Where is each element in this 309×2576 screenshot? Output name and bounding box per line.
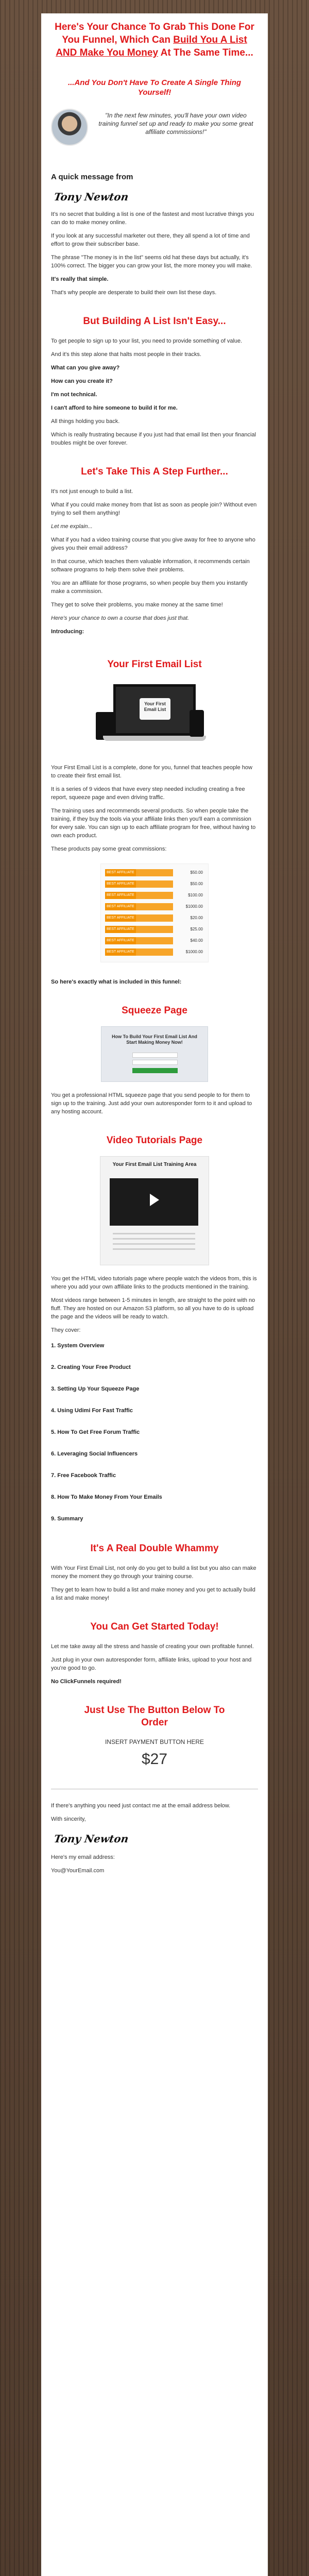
price: $27 <box>141 1751 168 1768</box>
commission-row <box>105 880 204 888</box>
video-para-2: Most videos range between 1-5 minutes in length, are straight to the point with no fluff. They are hosted on our Amazon S3 platform, so all you have to do is upload the page and the videos will be ready to watch. <box>51 1297 255 1320</box>
squeeze-image-title: How To Build Your First Email List And Start Making Money Now! <box>112 1034 197 1045</box>
video-image-title: Your First Email List Training Area <box>112 1162 197 1167</box>
video-player-mock <box>110 1178 198 1226</box>
commission-row <box>105 869 204 876</box>
further-para-6: You are an affiliate for those programs, so when people buy them you instantly make a commission. <box>51 580 248 595</box>
section-heading-video: Video Tutorials Page <box>106 1135 203 1146</box>
footer-sincerely: With sincerity, <box>51 1816 86 1822</box>
author-avatar <box>51 109 88 146</box>
whammy-para-2: They get to learn how to build a list and make money and you get to actually build a list and make money! <box>51 1587 255 1601</box>
video-topic: 5. How To Get Free Forum Traffic <box>51 1429 140 1435</box>
commission-row <box>105 892 204 899</box>
further-para-8: Here's your chance to own a course that does just that. <box>51 615 190 621</box>
easy-para-3: What can you give away? <box>51 365 120 371</box>
easy-para-8: Which is really frustrating because if you just had that email list then your financial troubles might be over forever. <box>51 432 256 446</box>
commission-row <box>105 948 204 956</box>
commission-row <box>105 926 204 933</box>
further-para-7: They get to solve their problems, you make money at the same time! <box>51 602 223 608</box>
further-para-2: What if you could make money from that list as soon as people join? Without even trying to sell them anything! <box>51 502 257 516</box>
quick-para-5: That's why people are desperate to build their own list these days. <box>51 290 217 296</box>
commission-row <box>105 937 204 944</box>
footer-contact: If there's anything you need just contact me at the email address below. <box>51 1803 231 1809</box>
video-topic-list <box>51 1343 258 1522</box>
further-para-5: In that course, which teaches them valuable information, it recommends certain software programs to help them solve their problems. <box>51 558 250 573</box>
text-line-mock <box>113 1243 195 1245</box>
commission-amount: $1000.00 <box>185 904 203 909</box>
section-heading-squeeze: Squeeze Page <box>122 1005 187 1016</box>
quick-para-3: The phrase "The money is in the list" seems old hat these days but actually, it's 100% correct. The bigger you can grow your list, the more money you will make. <box>51 255 252 269</box>
squeeze-button-mock <box>132 1068 178 1073</box>
footer-signature: Tony Newton <box>53 1833 130 1845</box>
video-page-image <box>100 1156 209 1265</box>
whammy-para-1: With Your First Email List, not only do you get to build a list but you also can make money the moment they go through your training course. <box>51 1565 256 1580</box>
easy-para-2: And it's this step alone that halts most people in their tracks. <box>51 351 201 358</box>
commission-label: BEST AFFILIATE <box>105 869 136 876</box>
commission-row <box>105 914 204 922</box>
product-mockup-image <box>103 681 206 758</box>
video-topic: 9. Summary <box>51 1516 83 1522</box>
section-heading-further: Let's Take This A Step Further... <box>81 466 228 477</box>
further-para-9: Introducing: <box>51 629 84 635</box>
commission-label: BEST AFFILIATE <box>105 914 136 922</box>
easy-para-7: All things holding you back. <box>51 418 120 425</box>
commission-label: BEST AFFILIATE <box>105 937 136 944</box>
text-line-mock <box>113 1233 195 1234</box>
further-para-1: It's not just enough to build a list. <box>51 488 133 495</box>
video-topic: 7. Free Facebook Traffic <box>51 1472 116 1479</box>
commission-amount: $50.00 <box>190 882 203 886</box>
easy-para-6: I can't afford to hire someone to build it for me. <box>51 405 178 411</box>
phone-mockup <box>190 710 204 737</box>
video-topic: 1. System Overview <box>51 1343 105 1349</box>
video-para-3: They cover: <box>51 1327 81 1333</box>
section-heading-product: Your First Email List <box>107 659 202 670</box>
video-para-1: You get the HTML video tutorials page where people watch the videos from, this is where you add your own affiliate links to the products mentioned in the training. <box>51 1276 257 1290</box>
quick-para-1: It's no secret that building a list is one of the fastest and most lucrative things you can do to make money online. <box>51 211 254 226</box>
payment-button-placeholder[interactable]: INSERT PAYMENT BUTTON HERE <box>105 1738 204 1745</box>
footer-email-link[interactable]: You@YourEmail.com <box>51 1868 105 1874</box>
easy-para-5: I'm not technical. <box>51 392 97 398</box>
hero-title <box>51 21 258 59</box>
hero-title-part-b: At The Same Time... <box>158 47 253 58</box>
author-signature: Tony Newton <box>53 191 130 203</box>
video-topic: 4. Using Udimi For Fast Traffic <box>51 1408 133 1414</box>
footer-email-label: Here's my email address: <box>51 1854 115 1860</box>
commission-label: BEST AFFILIATE <box>105 926 136 933</box>
play-icon <box>150 1194 159 1206</box>
commission-amount: $25.00 <box>190 927 203 931</box>
quick-message-heading: A quick message from <box>51 173 133 181</box>
commission-label: BEST AFFILIATE <box>105 880 136 888</box>
commission-amount: $50.00 <box>190 870 203 875</box>
commission-label: BEST AFFILIATE <box>105 892 136 899</box>
sales-page-card <box>41 13 268 2576</box>
started-para-1: Let me take away all the stress and hassle of creating your own profitable funnel. <box>51 1643 254 1650</box>
product-para-3: The training uses and recommends several products. So when people take the training, if they buy the tools via your affiliate links then you'll earn a commission for every sale. You can sign up to each affiliate program for free, without having to own each product. <box>51 808 256 839</box>
commission-row <box>105 903 204 910</box>
video-topic: 2. Creating Your Free Product <box>51 1364 131 1370</box>
commission-amount: $100.00 <box>188 893 203 897</box>
intro-quote: "In the next few minutes, you'll have your own video training funnel set up and ready to make you some great affiliate commissions!" <box>98 112 253 135</box>
easy-para-1: To get people to sign up to your list, you need to provide something of value. <box>51 338 243 344</box>
commission-label: BEST AFFILIATE <box>105 903 136 910</box>
squeeze-para-1: You get a professional HTML squeeze page that you send people to for them to sign up to the training. Just add your own autoresponder form to it and upload to any hosting account. <box>51 1092 252 1115</box>
product-para-4: These products pay some great commissions: <box>51 846 167 852</box>
product-para-2: It is a series of 9 videos that have every step needed including creating a free report, squeeze page and even driving traffic. <box>51 786 245 801</box>
commission-amount: $40.00 <box>190 938 203 943</box>
video-topic: 3. Setting Up Your Squeeze Page <box>51 1386 140 1392</box>
section-heading-started: You Can Get Started Today! <box>90 1621 219 1632</box>
included-intro: So here's exactly what is included in this funnel: <box>51 979 182 985</box>
section-heading-easy: But Building A List Isn't Easy... <box>83 316 226 327</box>
commission-label: BEST AFFILIATE <box>105 948 136 956</box>
quick-message-body <box>51 210 258 297</box>
product-para-1: Your First Email List is a complete, done for you, funnel that teaches people how to create their first email list. <box>51 765 252 779</box>
hero-title-underlined: Build You A List AND Make You Money <box>56 35 247 58</box>
section-heading-order: Just Use The Button Below To Order <box>84 1705 225 1728</box>
video-topic: 8. How To Make Money From Your Emails <box>51 1494 162 1500</box>
started-para-2: Just plug in your own autoresponder form, affiliate links, upload to your host and you're good to go. <box>51 1657 252 1671</box>
commissions-image <box>100 863 209 962</box>
text-line-mock <box>113 1248 195 1250</box>
intro-block <box>51 109 258 150</box>
further-para-4: What if you had a video training course that you give away for free to anyone who gives you their email address? <box>51 537 255 551</box>
started-para-3: No ClickFunnels required! <box>51 1679 122 1685</box>
laptop-screen <box>113 684 196 736</box>
video-topic: 6. Leveraging Social Influencers <box>51 1451 138 1457</box>
squeeze-page-image <box>101 1026 208 1082</box>
easy-para-4: How can you create it? <box>51 378 113 384</box>
squeeze-email-field-mock <box>132 1060 178 1065</box>
hero-title-part-a: Here's Your Chance To Grab This Done For You Funnel, Which Can <box>55 22 254 45</box>
text-line-mock <box>113 1238 195 1240</box>
quick-para-2: If you look at any successful marketer out there, they all spend a lot of time and effort to grow their subscriber base. <box>51 233 250 247</box>
section-heading-whammy: It's A Real Double Whammy <box>90 1543 219 1554</box>
quick-para-4: It's really that simple. <box>51 276 109 282</box>
laptop-screen-title: Your First Email List <box>140 698 170 720</box>
hero-subtitle: ...And You Don't Have To Create A Single Thing Yourself! <box>67 78 242 97</box>
further-para-3: Let me explain... <box>51 523 93 530</box>
commission-amount: $20.00 <box>190 916 203 920</box>
squeeze-name-field-mock <box>132 1053 178 1058</box>
commission-amount: $1000.00 <box>185 950 203 954</box>
